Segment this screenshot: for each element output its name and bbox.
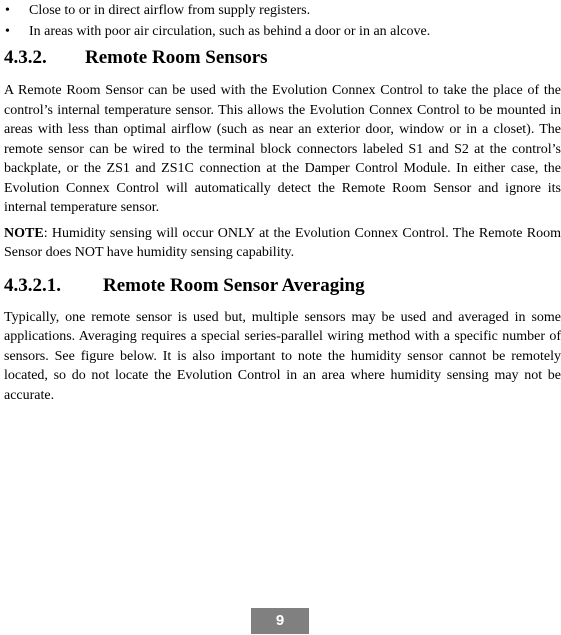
document-page [4, 0, 561, 405]
section-number: 4.3.2. [4, 47, 47, 68]
section-number: 4.3.2.1. [4, 274, 61, 296]
bullet-icon: • [5, 24, 10, 39]
bullet-text: Close to or in direct airflow from supply registers. [29, 3, 311, 18]
section-heading-remote-room-sensors [4, 46, 561, 70]
bullet-list [4, 0, 561, 42]
note-text: : Humidity sensing will occur ONLY at the Evolution Connex Control. The Remote Room Sensor does NOT have humidity sensing capability. [4, 225, 561, 260]
section-body: A Remote Room Sensor can be used with the Evolution Connex Control to take the place of the control’s internal temperature sensor. This allows the Evolution Connex Control to be mounted in areas with less than optimal airflow (such as near an exterior door, window or in a closet). The remote sensor can be wired to the terminal block connectors labeled S1 and S2 at the control’s backplate, or the ZS1 and ZS1C connection at the Damper Control Module. In either case, the Evolution Connex Control will automatically detect the Remote Room Sensor and ignore its internal temperature sensor. [4, 83, 561, 215]
section-body: Typically, one remote sensor is used but, multiple sensors may be used and averaged in some applications. Averaging requires a special series-parallel wiring method with a specific number of sensors. See figure below. It is also important to note the humidity sensor cannot be remotely located, so do not locate the Evolution Control in an area where humidity sensing may not be accurate. [4, 309, 561, 403]
section-heading-sensor-averaging [4, 274, 561, 298]
note-paragraph [4, 224, 561, 263]
note-label: NOTE [4, 225, 44, 241]
list-item [4, 21, 561, 42]
section-title: Remote Room Sensor Averaging [103, 274, 365, 296]
page-number-badge: 9 [251, 608, 309, 634]
bullet-icon: • [5, 3, 10, 18]
list-item [4, 0, 561, 21]
section-title: Remote Room Sensors [85, 47, 268, 68]
bullet-text: In areas with poor air circulation, such as behind a door or in an alcove. [29, 24, 431, 39]
